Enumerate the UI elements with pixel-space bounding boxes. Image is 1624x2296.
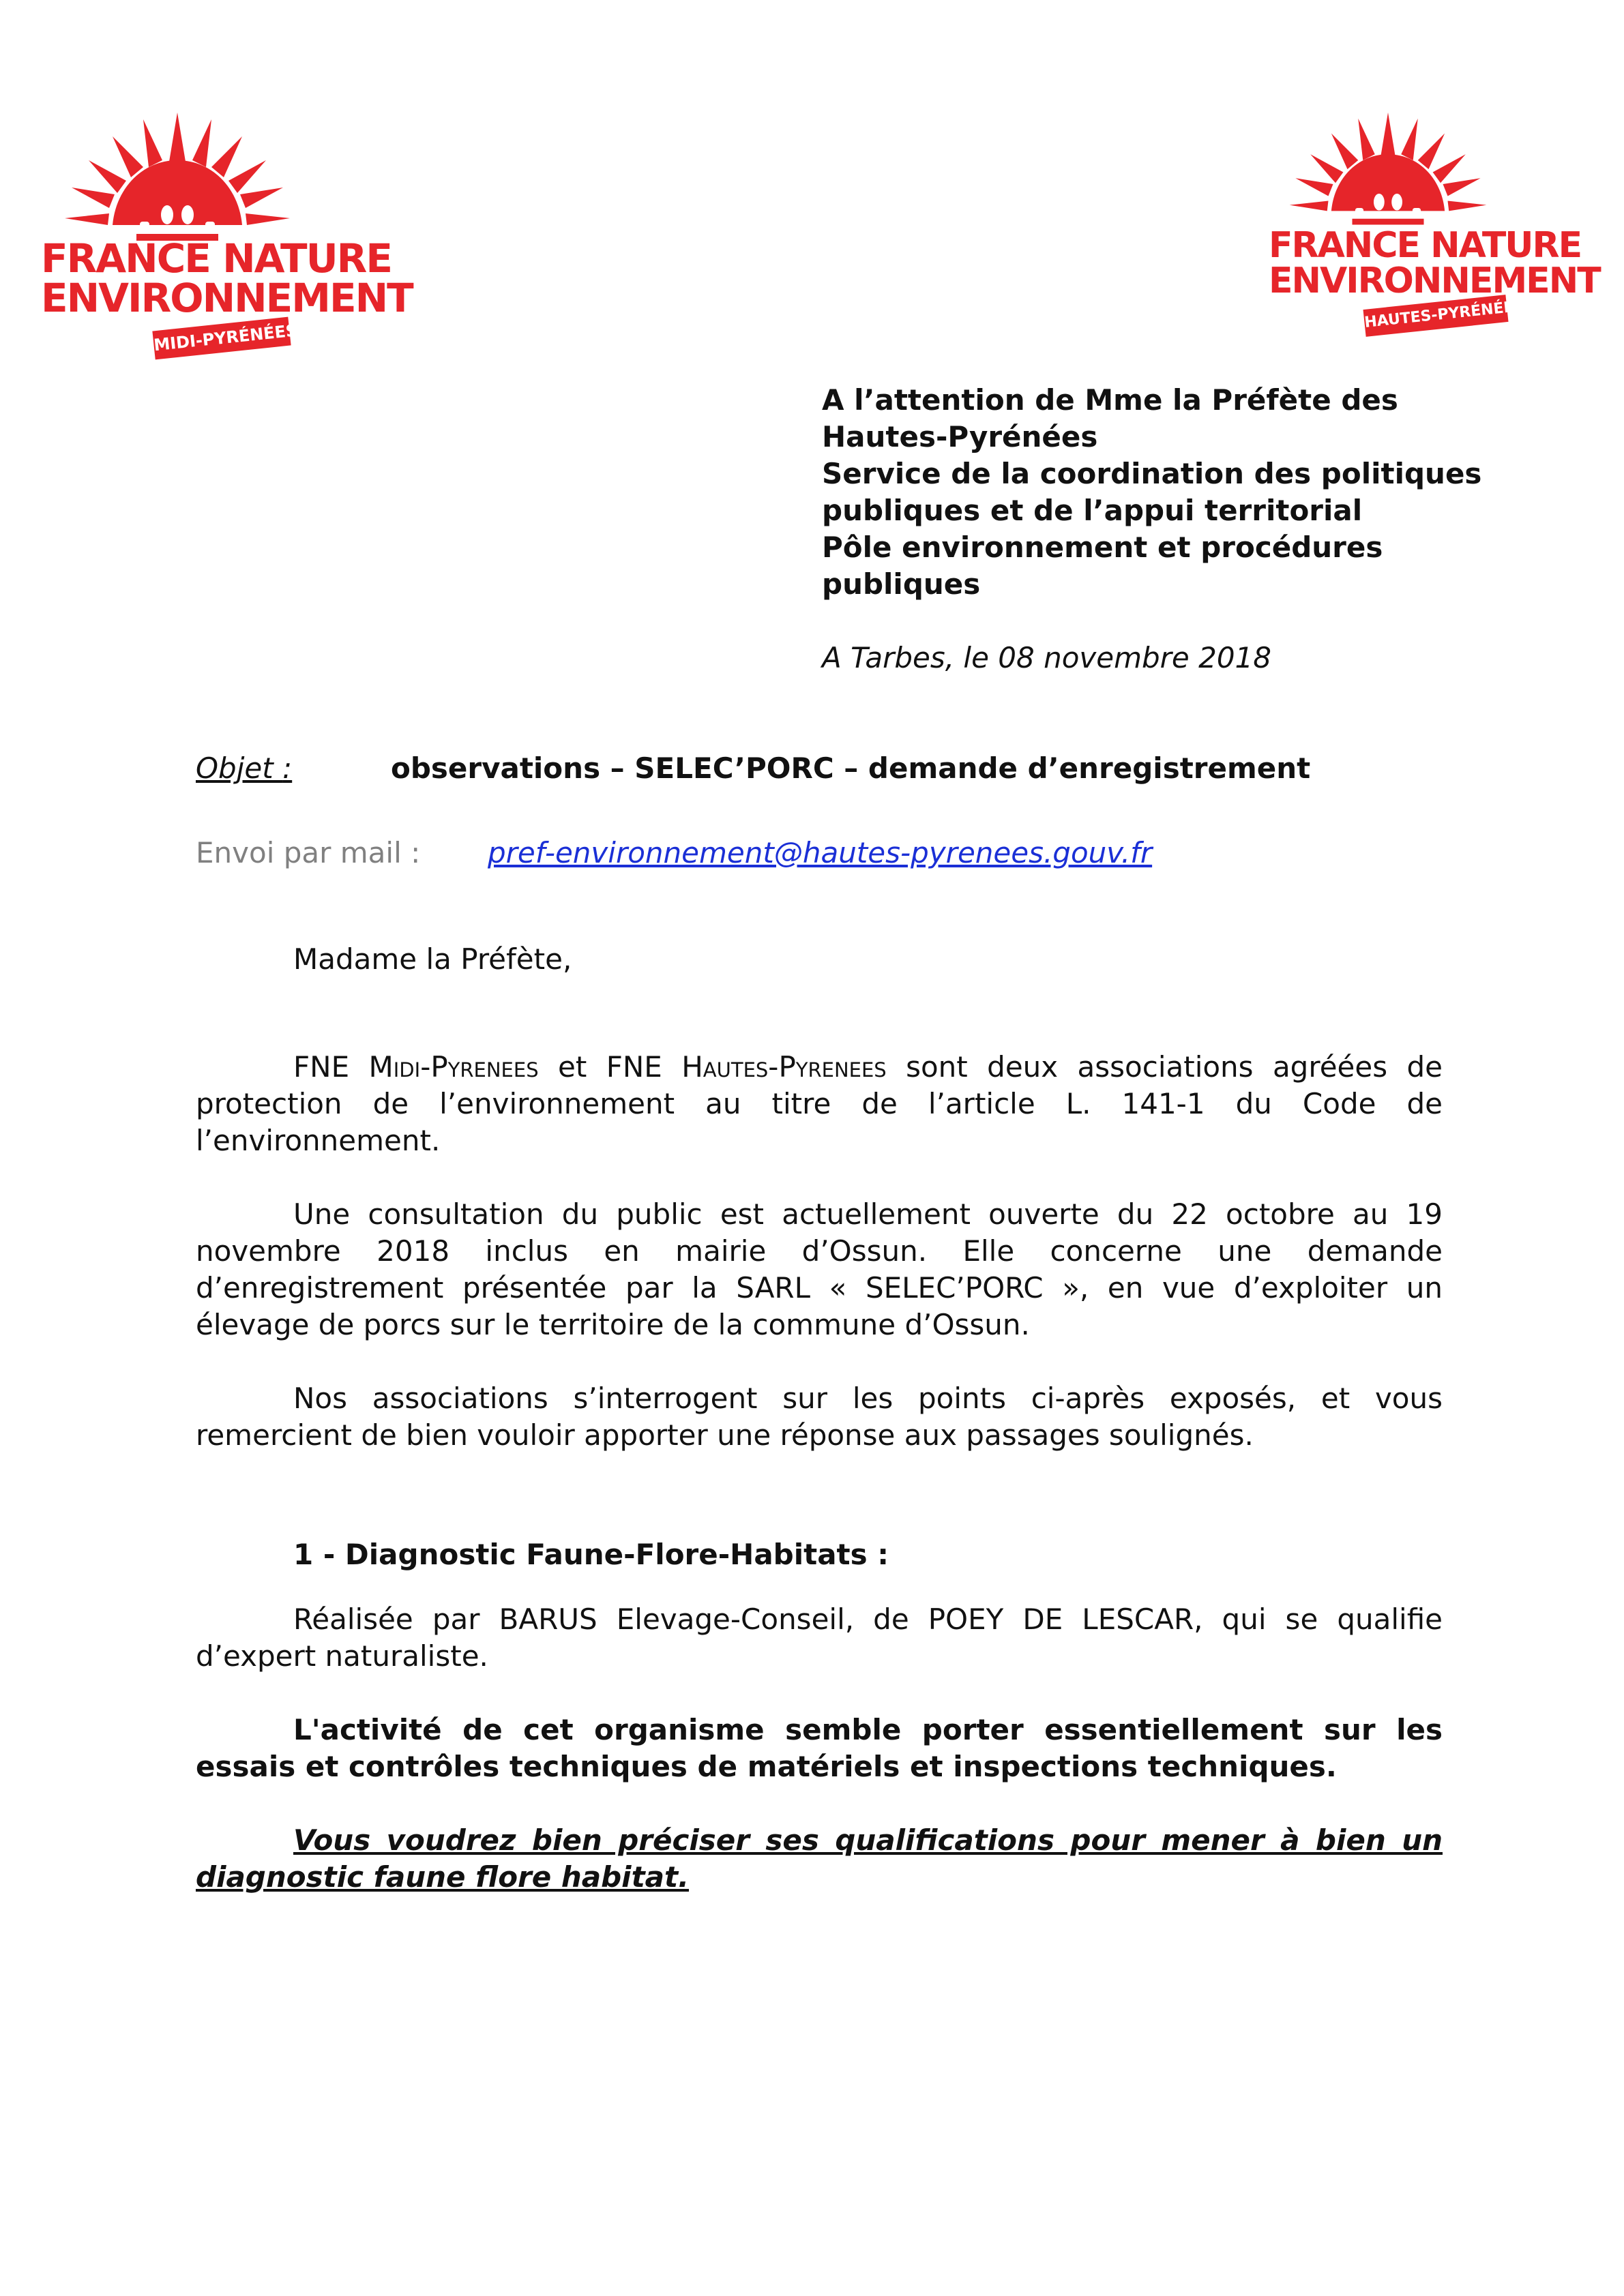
hedgehog-sun-icon — [41, 113, 314, 249]
paragraph-2 — [196, 1196, 1443, 1343]
paragraph-4 — [196, 1601, 1443, 1675]
recipient-line: publiques — [822, 567, 981, 601]
logo-line-1: FRANCE NATURE — [1269, 225, 1582, 266]
fne-hautes-pyrenees-logo — [1269, 113, 1600, 344]
logo-line-2: ENVIRONNEMENT — [1269, 260, 1600, 301]
objet-text: observations – SELEC’PORC – demande d’enregistrement — [391, 751, 1311, 785]
paragraph-3 — [196, 1380, 1443, 1454]
fne-midi-pyrenees-logo — [41, 113, 413, 372]
p1-org-1: Midi-Pyrenees — [368, 1050, 539, 1084]
paragraph-6 — [196, 1822, 1443, 1896]
envoi-label: Envoi par mail : — [196, 836, 421, 869]
recipient-line: Pôle environnement et procédures — [822, 531, 1383, 564]
hedgehog-sun-icon — [1269, 113, 1507, 232]
recipient-line: publiques et de l’appui territorial — [822, 494, 1363, 527]
p4-text: Réalisée par BARUS Elevage-Conseil, de POEY DE LESCAR, qui se qualifie d’expert naturaliste. — [196, 1602, 1443, 1673]
p6-text: Vous voudrez bien préciser ses qualifications pour mener à bien un diagnostic faune flore habitat. — [196, 1823, 1443, 1894]
p1-text-c: sont deux associations agréées de protection de l’environnement au titre de l’article L. 141-1 du Code de l’environnement. — [196, 1050, 1443, 1157]
objet-label-text: Objet — [196, 751, 283, 785]
recipient-line: Hautes-Pyrénées — [822, 420, 1098, 453]
recipient-line: A l’attention de Mme la Préfète des — [822, 383, 1398, 417]
objet-colon: : — [282, 751, 293, 785]
recipient-line: Service de la coordination des politiques — [822, 457, 1482, 490]
p2-text: Une consultation du public est actuellement ouverte du 22 octobre au 19 novembre 2018 inclus en mairie d’Ossun. Elle concerne une demande d’enregistrement présentée par la SARL « SELEC’PORC », en vue d’exploiter un élevage de porcs sur le territoire de la commune d’Ossun. — [196, 1197, 1443, 1341]
p5-text: L'activité de cet organisme semble porter essentiellement sur les essais et contrôles techniques de matériels et inspections techniques. — [196, 1713, 1443, 1783]
letter-date: A Tarbes, le 08 novembre 2018 — [822, 641, 1271, 674]
p1-text-b: et FNE — [538, 1050, 682, 1084]
logo-line-1: FRANCE NATURE — [41, 235, 392, 282]
paragraph-1 — [196, 1049, 1443, 1159]
recipient-address — [822, 382, 1490, 603]
logo-line-2: ENVIRONNEMENT — [41, 275, 413, 321]
logo-region-tag: HAUTES-PYRÉNÉES — [1363, 295, 1508, 337]
logo-region-tag: MIDI-PYRÉNÉES — [152, 317, 291, 360]
p3-text: Nos associations s’interrogent sur les points ci-après exposés, et vous remercient de bien vouloir apporter une réponse aux passages soulignés. — [196, 1382, 1443, 1452]
salutation: Madame la Préfète, — [293, 942, 572, 976]
section-heading: 1 - Diagnostic Faune-Flore-Habitats : — [293, 1538, 889, 1571]
objet-label — [196, 751, 292, 785]
paragraph-5 — [196, 1712, 1443, 1785]
p1-org-2: Hautes-Pyrenees — [681, 1050, 887, 1084]
p1-text-a: FNE — [293, 1050, 369, 1084]
email-link[interactable]: pref-environnement@hautes-pyrenees.gouv.fr — [488, 836, 1153, 869]
